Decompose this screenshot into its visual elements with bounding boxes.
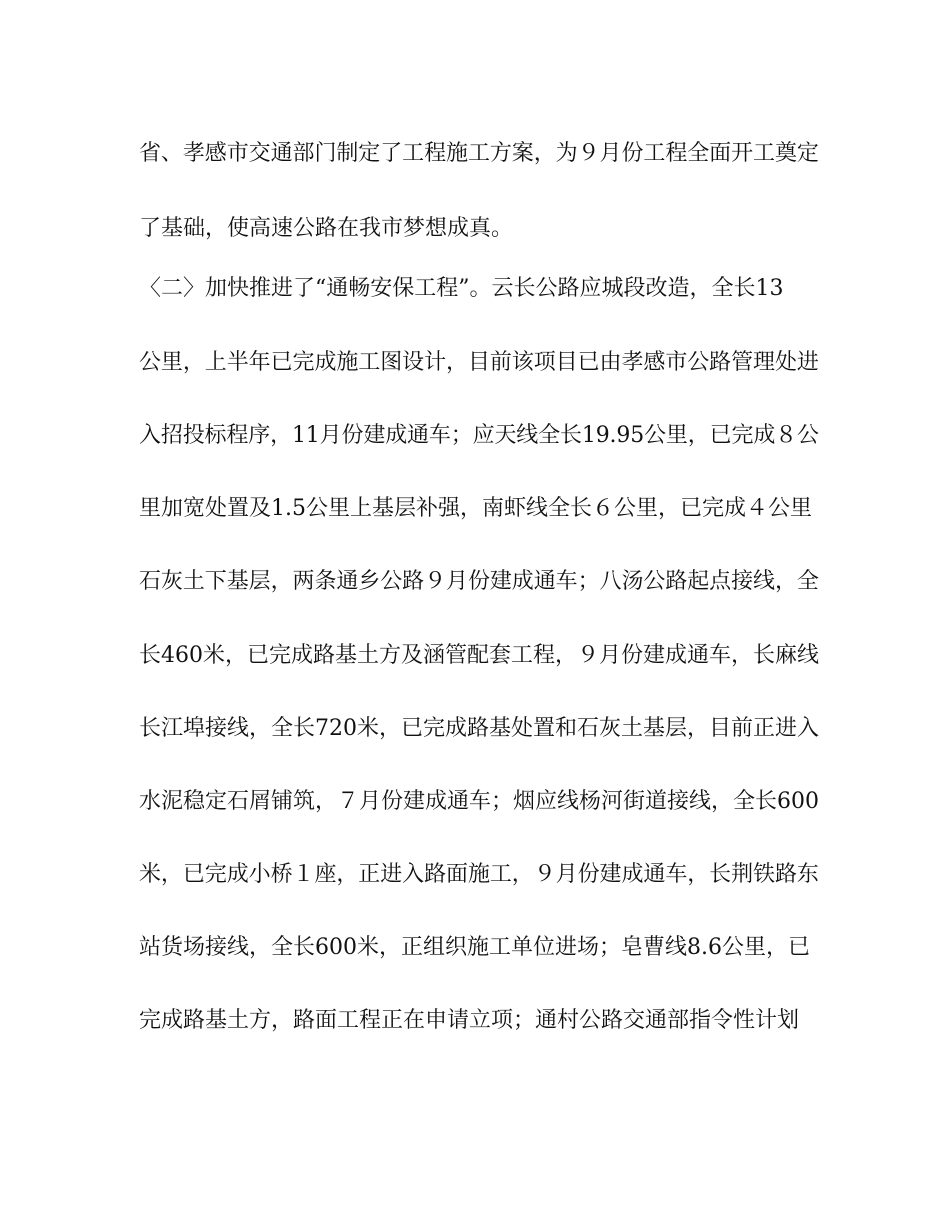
body-text-line: 省、孝感市交通部门制定了工程施工方案，为９月份工程全面开工奠定 (139, 141, 819, 166)
body-text-line: 石灰土下基层，两条通乡公路９月份建成通车；八汤公路起点接线，全 (139, 569, 819, 594)
body-text-line: 水泥稳定石屑铺筑，７月份建成通车；烟应线杨河街道接线，全长600 (139, 789, 819, 814)
body-text-line: 长江埠接线，全长720米，已完成路基处置和石灰土基层，目前正进入 (139, 716, 819, 741)
body-text-line: 里加宽处置及1.5公里上基层补强，南虾线全长６公里，已完成４公里 (139, 496, 812, 521)
body-text-line: 长460米，已完成路基土方及涵管配套工程，９月份建成通车，长麻线 (139, 643, 819, 668)
body-text-line: 公里，上半年已完成施工图设计，目前该项目已由孝感市公路管理处进 (139, 350, 819, 375)
section-heading-line: 〈二〉加快推进了“通畅安保工程”。云长公路应城段改造，全长13 (139, 276, 784, 301)
body-text-line: 米，已完成小桥１座，正进入路面施工，９月份建成通车，长荆铁路东 (139, 862, 819, 887)
body-text-line: 完成路基土方，路面工程正在申请立项；通村公路交通部指令性计划 (139, 1008, 800, 1033)
body-text-line: 站货场接线，全长600米，正组织施工单位进场；皂曹线8.6公里，已 (139, 935, 810, 960)
body-text-line: 入招投标程序，11月份建成通车；应天线全长19.95公里，已完成８公 (139, 423, 819, 448)
body-text-line: 了基础，使高速公路在我市梦想成真。 (139, 216, 514, 241)
